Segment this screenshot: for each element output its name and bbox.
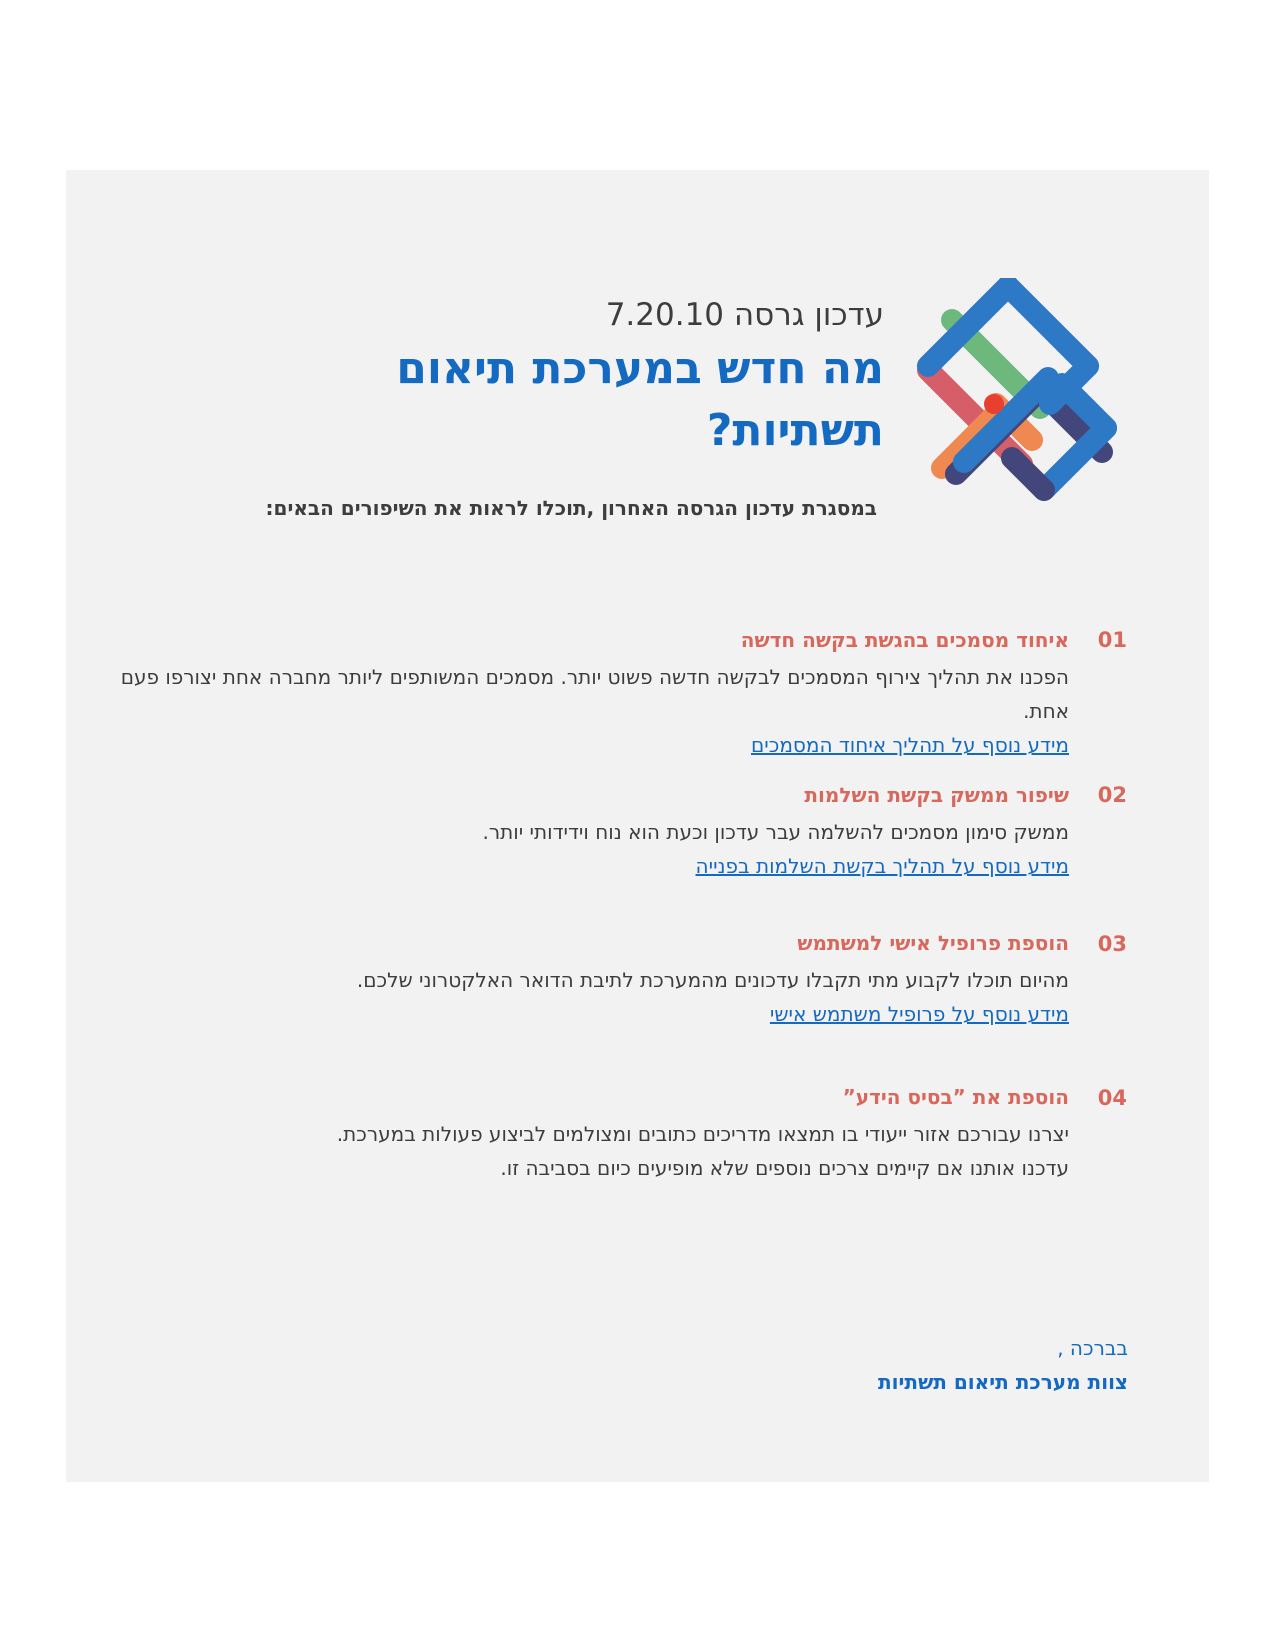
interlaced-lines-logo-icon [912,278,1126,510]
item-link[interactable]: מידע נוסף על פרופיל משתמש אישי [769,1002,1069,1026]
list-item [79,626,1069,762]
item-number: 03 [1097,932,1127,956]
item-body: יצרנו עבורכם אזור ייעודי בו תמצאו מדריכים כתובים ומצולמים לביצוע פעולות במערכת. [336,1122,1069,1146]
item-link[interactable]: מידע נוסף על תהליך איחוד המסמכים [751,733,1069,757]
item-link[interactable]: מידע נוסף על תהליך בקשת השלמות בפנייה [695,854,1069,878]
item-body: ממשק סימון מסמכים להשלמה עבר עדכון וכעת הוא נוח וידידותי יותר. [482,820,1069,844]
list-item [79,781,1069,883]
item-title: איחוד מסמכים בהגשת בקשה חדשה [740,628,1069,652]
item-title: שיפור ממשק בקשת השלמות [804,783,1069,807]
signature-team: צוות מערכת תיאום תשתיות [878,1370,1128,1394]
item-number: 02 [1097,783,1127,807]
item-number: 01 [1097,628,1127,652]
version-label: עדכון גרסה 7.20.10 [605,297,884,333]
item-number: 04 [1097,1086,1127,1110]
item-body-secondary: עדכנו אותנו אם קיימים צרכים נוספים שלא מופיעים כיום בסביבה זו. [500,1156,1069,1180]
list-item [79,1083,1069,1185]
page-title: מה חדש במערכת תיאום תשתיות? [396,343,884,456]
intro-text: במסגרת עדכון הגרסה האחרון ,תוכלו לראות את השיפורים הבאים: [265,496,877,520]
item-title: הוספת את ”בסיס הידע” [842,1085,1069,1109]
signature-greeting: בברכה , [1057,1336,1128,1360]
item-body: הפכנו את תהליך צירוף המסמכים לבקשה חדשה פשוט יותר. מסמכים המשותפים ליותר מחברה אחת יצורפו פעם אחת. [120,665,1069,723]
item-body: מהיום תוכלו לקבוע מתי תקבלו עדכונים מהמערכת לתיבת הדואר האלקטרוני שלכם. [356,968,1069,992]
list-item [79,929,1069,1031]
item-title: הוספת פרופיל אישי למשתמש [797,931,1069,955]
